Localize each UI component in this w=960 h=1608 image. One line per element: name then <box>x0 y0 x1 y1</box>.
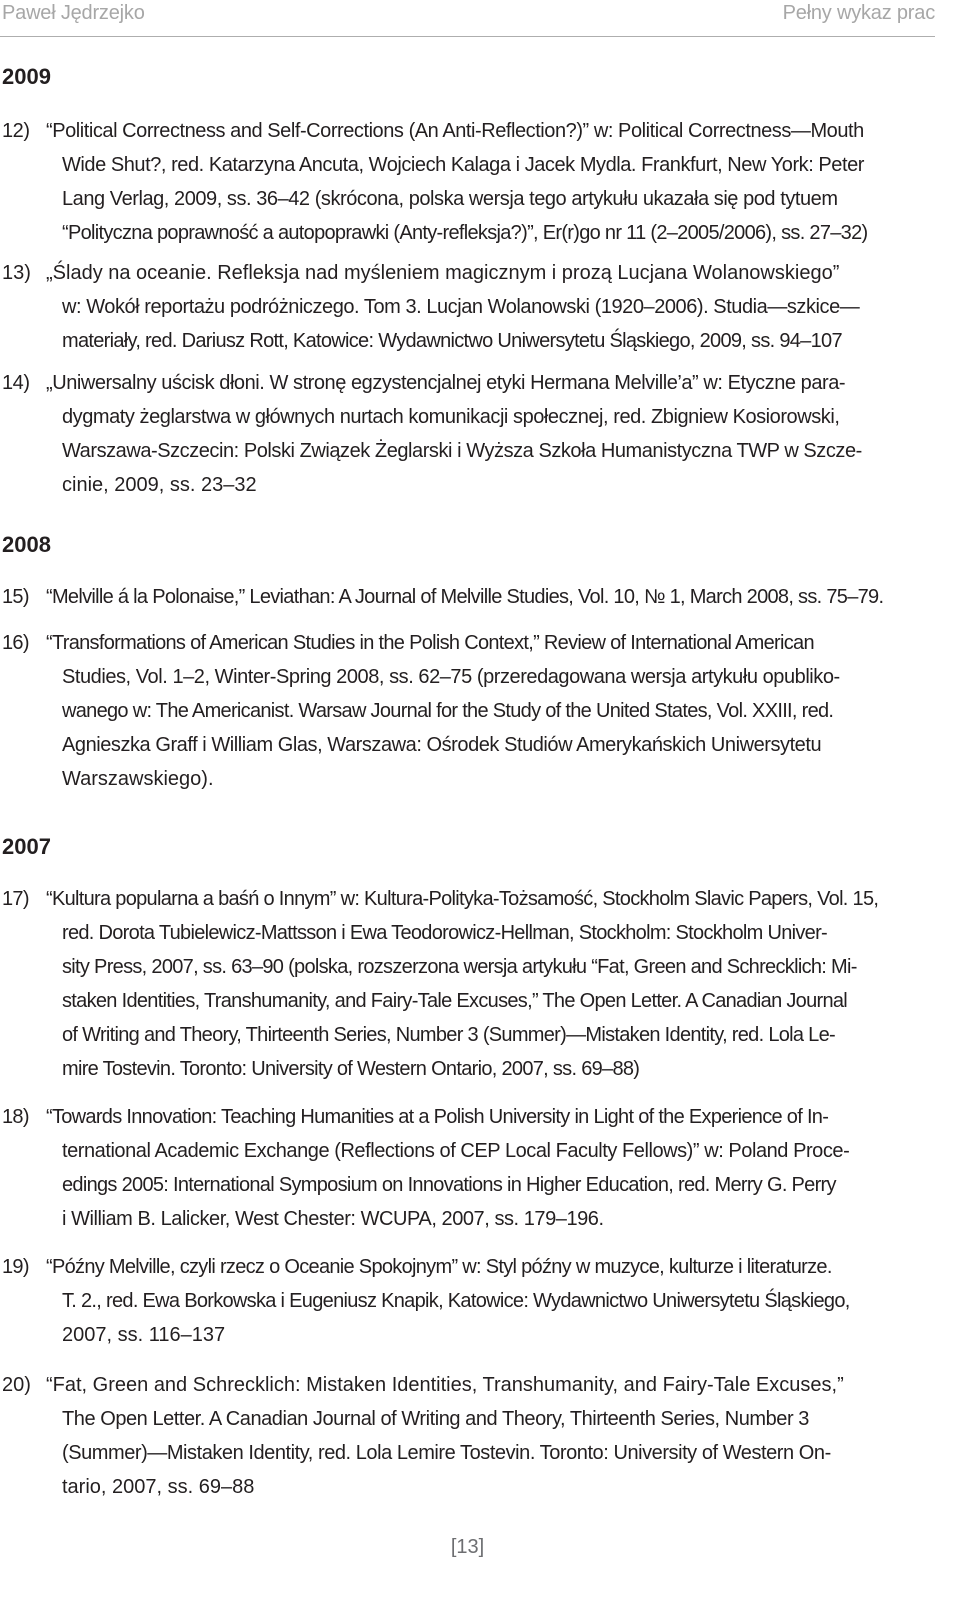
publication-entry-17 <box>2 882 934 1086</box>
entry-line: staken Identities, Transhumanity, and Fairy-Tale Excuses,” The Open Letter. A Canadian Journal <box>62 990 848 1012</box>
entry-line: 17) “Kultura popularna a baśń o Innym” w: Kultura-Polityka-Tożsamość, Stockholm Slavic Papers, Vol. 15, <box>2 882 934 916</box>
publication-entry-14 <box>2 366 934 502</box>
entry-line: 12) “Political Correctness and Self-Corrections (An Anti-Reflection?)” w: Political Correctness—Mouth <box>2 114 934 148</box>
year-heading-2007: 2007 <box>2 834 51 859</box>
entry-line: (Summer)—Mistaken Identity, red. Lola Lemire Tostevin. Toronto: University of Western On- <box>62 1442 831 1464</box>
entry-line: The Open Letter. A Canadian Journal of Writing and Theory, Thirteenth Series, Number 3 <box>62 1408 809 1430</box>
entry-line: materiały, red. Dariusz Rott, Katowice: Wydawnictwo Uniwersytetu Śląskiego, 2009, ss. 94–107 <box>62 330 842 352</box>
entry-line: tario, 2007, ss. 69–88 <box>62 1476 255 1498</box>
publication-entry-18 <box>2 1100 934 1236</box>
year-heading-2008: 2008 <box>2 532 51 557</box>
entry-line: dygmaty żeglarstwa w głównych nurtach komunikacji społecznej, red. Zbigniew Kosiorowski, <box>62 406 840 428</box>
entry-line: Studies, Vol. 1–2, Winter-Spring 2008, ss. 62–75 (przeredagowana wersja artykułu opubliko- <box>62 666 840 688</box>
entry-number: 19) <box>2 1256 29 1278</box>
entry-line: Lang Verlag, 2009, ss. 36–42 (skrócona, polska wersja tego artykułu ukazała się pod tytuem <box>62 188 838 210</box>
entry-number: 17) <box>2 888 29 910</box>
entry-number: 16) <box>2 632 29 654</box>
entry-line: T. 2., red. Ewa Borkowska i Eugeniusz Knapik, Katowice: Wydawnictwo Uniwersytetu Śląskiego, <box>62 1290 850 1312</box>
running-header <box>0 0 935 37</box>
entry-line: Warszawa-Szczecin: Polski Związek Żeglarski i Wyższa Szkoła Humanistyczna TWP w Szcze- <box>62 440 862 462</box>
entry-line: 14) „Uniwersalny uścisk dłoni. W stronę egzystencjalnej etyki Hermana Melville’a” w: Etyczne para- <box>2 366 934 400</box>
entry-number: 13) <box>2 262 31 284</box>
entry-number: 18) <box>2 1106 29 1128</box>
entry-line: 20) “Fat, Green and Schrecklich: Mistaken Identities, Transhumanity, and Fairy-Tale Excuses,” <box>2 1368 934 1402</box>
entry-line: 16) “Transformations of American Studies in the Polish Context,” Review of International American <box>2 626 934 660</box>
entry-line: 19) “Późny Melville, czyli rzecz o Oceanie Spokojnym” w: Styl późny w muzyce, kulturze i literaturze. <box>2 1250 934 1284</box>
publication-entry-19 <box>2 1250 934 1352</box>
entry-line: sity Press, 2007, ss. 63–90 (polska, rozszerzona wersja artykułu “Fat, Green and Schrecklich: Mi- <box>62 956 857 978</box>
entry-line: 15) “Melville á la Polonaise,” Leviathan: A Journal of Melville Studies, Vol. 10, № 1, March 2008, ss. 75–79. <box>2 580 934 614</box>
publication-entry-13 <box>2 256 934 358</box>
header-document-title: Pełny wykaz prac <box>782 2 935 24</box>
entry-number: 14) <box>2 372 30 394</box>
entry-number: 20) <box>2 1374 31 1396</box>
entry-line: “Polityczna poprawność a autopoprawki (Anty-refleksja?)”, Er(r)go nr 11 (2–2005/2006), ss. 27–32) <box>62 222 868 244</box>
entry-line: red. Dorota Tubielewicz-Mattsson i Ewa Teodorowicz-Hellman, Stockholm: Stockholm Univer- <box>62 922 828 944</box>
publication-entry-16 <box>2 626 934 796</box>
publication-entry-15 <box>2 580 934 614</box>
entry-line: 13) „Ślady na oceanie. Refleksja nad myśleniem magicznym i prozą Lucjana Wolanowskiego” <box>2 256 934 290</box>
entry-line: w: Wokół reportażu podróżniczego. Tom 3. Lucjan Wolanowski (1920–2006). Studia—szkice— <box>62 296 860 318</box>
entry-line: edings 2005: International Symposium on Innovations in Higher Education, red. Merry G. Perry <box>62 1174 836 1196</box>
entry-line: Agnieszka Graff i William Glas, Warszawa: Ośrodek Studiów Amerykańskich Uniwersytetu <box>62 734 822 756</box>
entry-line: ternational Academic Exchange (Reflections of CEP Local Faculty Fellows)” w: Poland Proce- <box>62 1140 850 1162</box>
entry-line: mire Tostevin. Toronto: University of Western Ontario, 2007, ss. 69–88) <box>62 1058 640 1080</box>
publication-entry-12 <box>2 114 934 250</box>
entry-line: Warszawskiego). <box>62 768 214 790</box>
year-heading-2009: 2009 <box>2 64 51 89</box>
entry-line: 2007, ss. 116–137 <box>62 1324 226 1346</box>
entry-line: of Writing and Theory, Thirteenth Series, Number 3 (Summer)—Mistaken Identity, red. Lola Le- <box>62 1024 835 1046</box>
entry-line: cinie, 2009, ss. 23–32 <box>62 474 257 496</box>
page-number: [13] <box>450 1536 485 1558</box>
entry-number: 12) <box>2 120 30 142</box>
publication-entry-20 <box>2 1368 934 1504</box>
header-author: Paweł Jędrzejko <box>2 2 145 24</box>
entry-line: Wide Shut?, red. Katarzyna Ancuta, Wojciech Kalaga i Jacek Mydla. Frankfurt, New York: Peter <box>62 154 864 176</box>
entry-line: wanego w: The Americanist. Warsaw Journal for the Study of the United States, Vol. XXIII, red. <box>62 700 834 722</box>
entry-number: 15) <box>2 586 29 608</box>
entry-line: i William B. Lalicker, West Chester: WCUPA, 2007, ss. 179–196. <box>62 1208 604 1230</box>
entry-line: 18) “Towards Innovation: Teaching Humanities at a Polish University in Light of the Experience of In- <box>2 1100 934 1134</box>
